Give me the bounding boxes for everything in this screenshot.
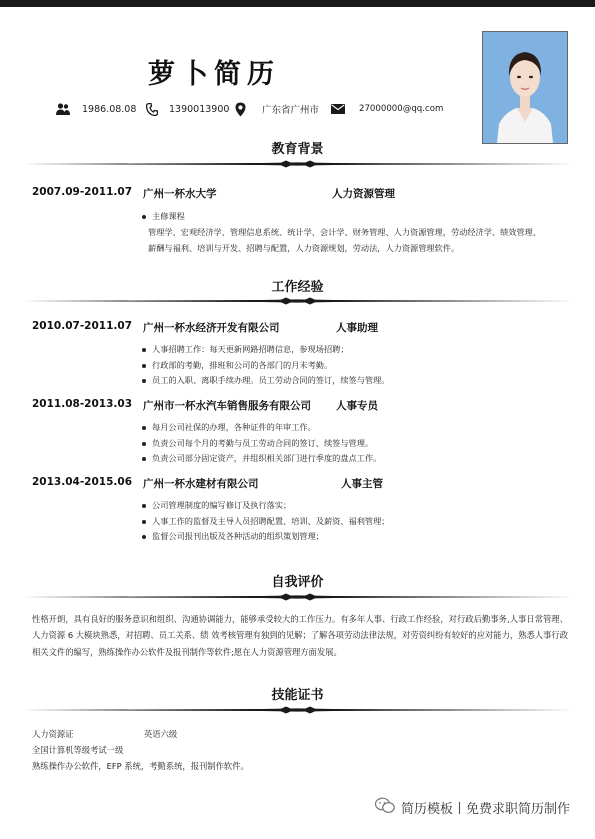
work-date: 2013.04-2015.06 xyxy=(32,476,133,488)
education-school: 广州一杯水大学 xyxy=(143,188,217,200)
envelope-icon xyxy=(331,104,345,114)
education-date: 2007.09-2011.07 xyxy=(32,186,133,198)
software-skills: 熟练操作办公软件，EFP 系统，考勤系统，报刊制作软件。 xyxy=(32,761,249,771)
list-item: 每月公司社保的办理，各种证件的年审工作。 xyxy=(140,420,381,436)
work-duties-list xyxy=(140,342,389,389)
list-item: 负责公司每个月的考勤与员工劳动合同的签订、续签与管理。 xyxy=(140,436,381,452)
course-label-list xyxy=(140,209,185,225)
info-phone xyxy=(146,100,229,118)
education-major: 人力资源管理 xyxy=(332,188,395,200)
work-company: 广州一杯水建材有限公司 xyxy=(143,478,259,490)
courses-text: 管理学、宏观经济学、管理信息系统、统计学、会计学、财务管理、人力资源管理，劳动经济学、绩效管理、薪酬与福利、培训与开发、招聘与配置，人力资源规划，劳动法，人力资源管理软件。 xyxy=(148,227,542,253)
list-item: 行政部的考勤，排班和公司的各部门的月末考勤。 xyxy=(140,358,389,374)
top-bar xyxy=(0,0,595,7)
section-title-work: 工作经验 xyxy=(271,280,324,295)
info-email xyxy=(331,100,443,118)
work-date: 2010.07-2011.07 xyxy=(32,320,133,332)
certificate-computer: 全国计算机等级考试一级 xyxy=(32,745,124,755)
list-item: 人事工作的监督及主导人员招聘配置、培训、及薪资、福利管理； xyxy=(140,514,389,530)
work-duties-list xyxy=(140,498,389,545)
email: 27000000@qq.com xyxy=(359,104,444,114)
wechat-icon xyxy=(375,797,395,818)
location: 广东省广州市 xyxy=(262,105,320,116)
list-item: 人事招聘工作：每天更新网路招聘信息，参现场招聘； xyxy=(140,342,389,358)
section-divider xyxy=(22,592,574,602)
profile-photo xyxy=(482,31,568,144)
list-item: 负责公司部分固定资产，并组织相关部门进行季度的盘点工作。 xyxy=(140,451,381,467)
work-company: 广州一杯水经济开发有限公司 xyxy=(143,322,280,334)
section-divider xyxy=(22,296,574,306)
section-title-education: 教育背景 xyxy=(271,142,324,157)
work-role: 人事助理 xyxy=(336,322,378,334)
footer-watermark xyxy=(375,796,570,818)
work-duties-list xyxy=(140,420,381,467)
list-item: 主修课程 xyxy=(140,209,185,225)
user-group-icon xyxy=(56,103,70,115)
self-evaluation-text: 性格开朗，具有良好的服务意识和组织、沟通协调能力，能够承受较大的工作压力。有多年人事、行政工作经验，对行政后勤事务,人事日常管理、人力资源 6 大模块熟悉，对招聘、员工关系、绩 效考核管理有独到的见解；了解各项劳动法律法规，对劳资纠纷有较好的应对能力，熟悉人事行政相关文件的编写，熟练操作办公软件及报刊制作等软件;愿在人力资源管理方面发展。 xyxy=(32,614,568,657)
section-title-skills: 技能证书 xyxy=(271,688,324,703)
info-location xyxy=(235,100,319,118)
list-item: 监督公司报刊出版及各种活动的组织策划管理； xyxy=(140,529,389,545)
work-date: 2011.08-2013.03 xyxy=(32,398,133,410)
work-role: 人事专员 xyxy=(336,400,378,412)
info-birth xyxy=(56,100,136,118)
phone-icon xyxy=(146,103,158,116)
certificate-hr: 人力资源证 xyxy=(32,729,74,739)
work-role: 人事主管 xyxy=(341,478,383,490)
phone-number: 1390013900 xyxy=(169,103,230,115)
section-divider xyxy=(22,705,574,715)
footer-text: 简历模板丨免费求职简历制作 xyxy=(401,801,571,817)
work-company: 广州市一杯水汽车销售服务有限公司 xyxy=(143,400,311,412)
list-item: 公司管理制度的编写修订及执行落实； xyxy=(140,498,389,514)
section-title-self-evaluation: 自我评价 xyxy=(271,575,324,590)
birth-date: 1986.08.08 xyxy=(82,103,137,115)
section-divider xyxy=(22,159,574,169)
list-item: 员工的入职、离职手续办理。员工劳动合同的签订，续签与管理。 xyxy=(140,373,389,389)
certificate-english: 英语六级 xyxy=(144,729,178,739)
resume-name: 萝卜简历 xyxy=(148,59,280,90)
location-pin-icon xyxy=(235,102,246,117)
